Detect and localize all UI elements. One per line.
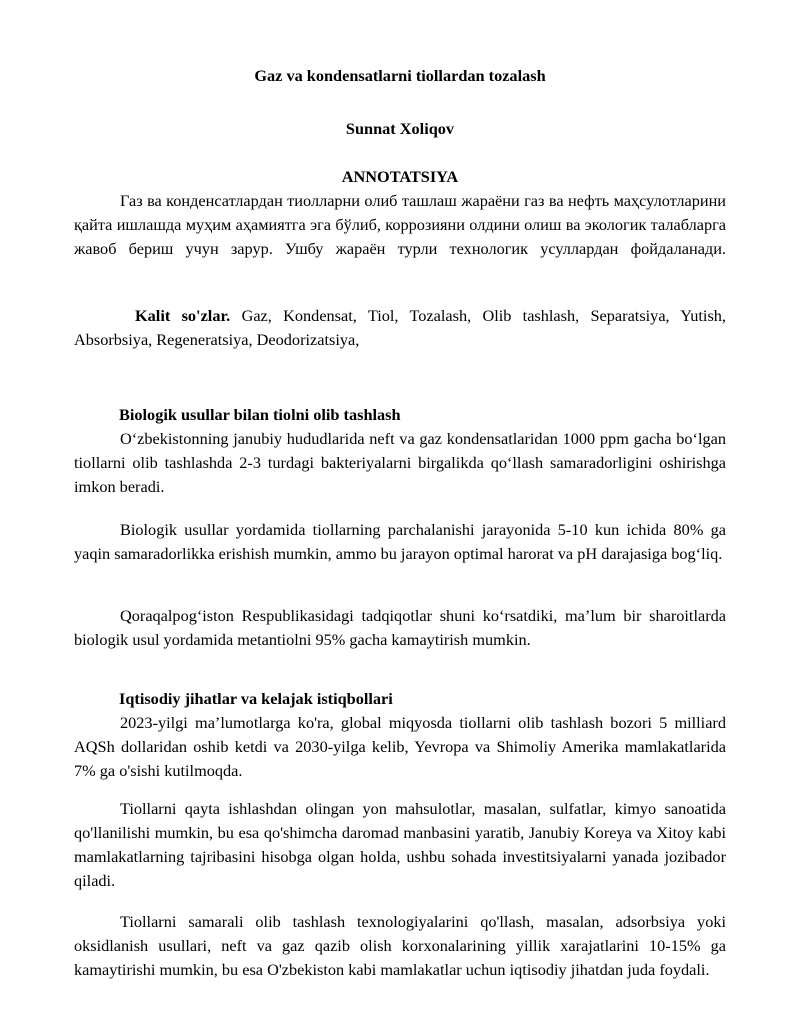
annotation-heading: ANNOTATSIYA xyxy=(341,167,459,186)
section-heading-biological: Biologik usullar bilan tiolni olib tashlash xyxy=(119,405,401,424)
section1-paragraph-3: Qoraqalpog‘iston Respublikasidagi tadqiqotlar shuni ko‘rsatdiki, ma’lum bir sharoitlarda biologik usul yordamida metantiolni 95% gacha kamaytirish mumkin. xyxy=(74,606,726,649)
section2-paragraph-3: Tiollarni samarali olib tashlash texnologiyalarini qo'llash, masalan, adsorbsiya yoki oksidlanish usullari, neft va gaz qazib olish korxonalarining yillik xarajatlarini 10-15% ga kamaytirishi mumkin, bu esa O'zbekiston kabi mamlakatlar uchun iqtisodiy jihatdan juda foydali. xyxy=(74,912,726,979)
section2-paragraph-2: Tiollarni qayta ishlashdan olingan yon mahsulotlar, masalan, sulfatlar, kimyo sanoatida qo'llanilishi mumkin, bu esa qo'shimcha daromad manbasini yaratib, Janubiy Koreya va Xitoy kabi mamlakatlarning tajribasini hisobga olgan holda, ushbu sohada investitsiyalarni yanada jozibador qiladi. xyxy=(74,799,726,890)
author-name: Sunnat Xoliqov xyxy=(345,119,455,138)
annotation-text: Газ ва конденсатлардан тиолларни олиб ташлаш жараёни газ ва нефть маҳсулотларини қайта ишлашда муҳим аҳамиятга эга бўлиб, коррозияни олдини олиш ва экологик талабларга жавоб бериш учун зарур. Ушбу жараён турли технологик усуллардан фойдаланади. xyxy=(74,191,726,258)
keywords-text: Gaz, Kondensat, Tiol, Tozalash, Olib tashlash, Separatsiya, Yutish, Absorbsiya, Regeneratsiya, Deodorizatsiya, xyxy=(74,306,726,349)
keywords-label: Kalit so'zlar. xyxy=(135,306,231,325)
section1-paragraph-1: O‘zbekistonning janubiy hududlarida neft va gaz kondensatlaridan 1000 ppm gacha bo‘lgan tiollarni olib tashlashda 2-3 turdagi bakteriyalarni birgalikda qo‘llash samaradorligini oshirishga imkon beradi. xyxy=(74,429,726,496)
section1-paragraph-2: Biologik usullar yordamida tiollarning parchalanishi jarayonida 5-10 kun ichida 80% ga yaqin samaradorlikka erishish mumkin, ammo bu jarayon optimal harorat va pH darajasiga bog‘liq. xyxy=(74,520,726,563)
section-heading-economic: Iqtisodiy jihatlar va kelajak istiqbollari xyxy=(119,689,393,708)
keywords-paragraph xyxy=(74,304,726,352)
paper-title: Gaz va kondensatlarni tiollardan tozalash xyxy=(254,66,546,85)
section2-paragraph-1: 2023-yilgi ma’lumotlarga ko'ra, global miqyosda tiollarni olib tashlash bozori 5 milliard AQSh dollaridan oshib ketdi va 2030-yilga kelib, Yevropa va Shimoliy Amerika mamlakatlarida 7% ga o'sishi kutilmoqda. xyxy=(74,713,726,780)
